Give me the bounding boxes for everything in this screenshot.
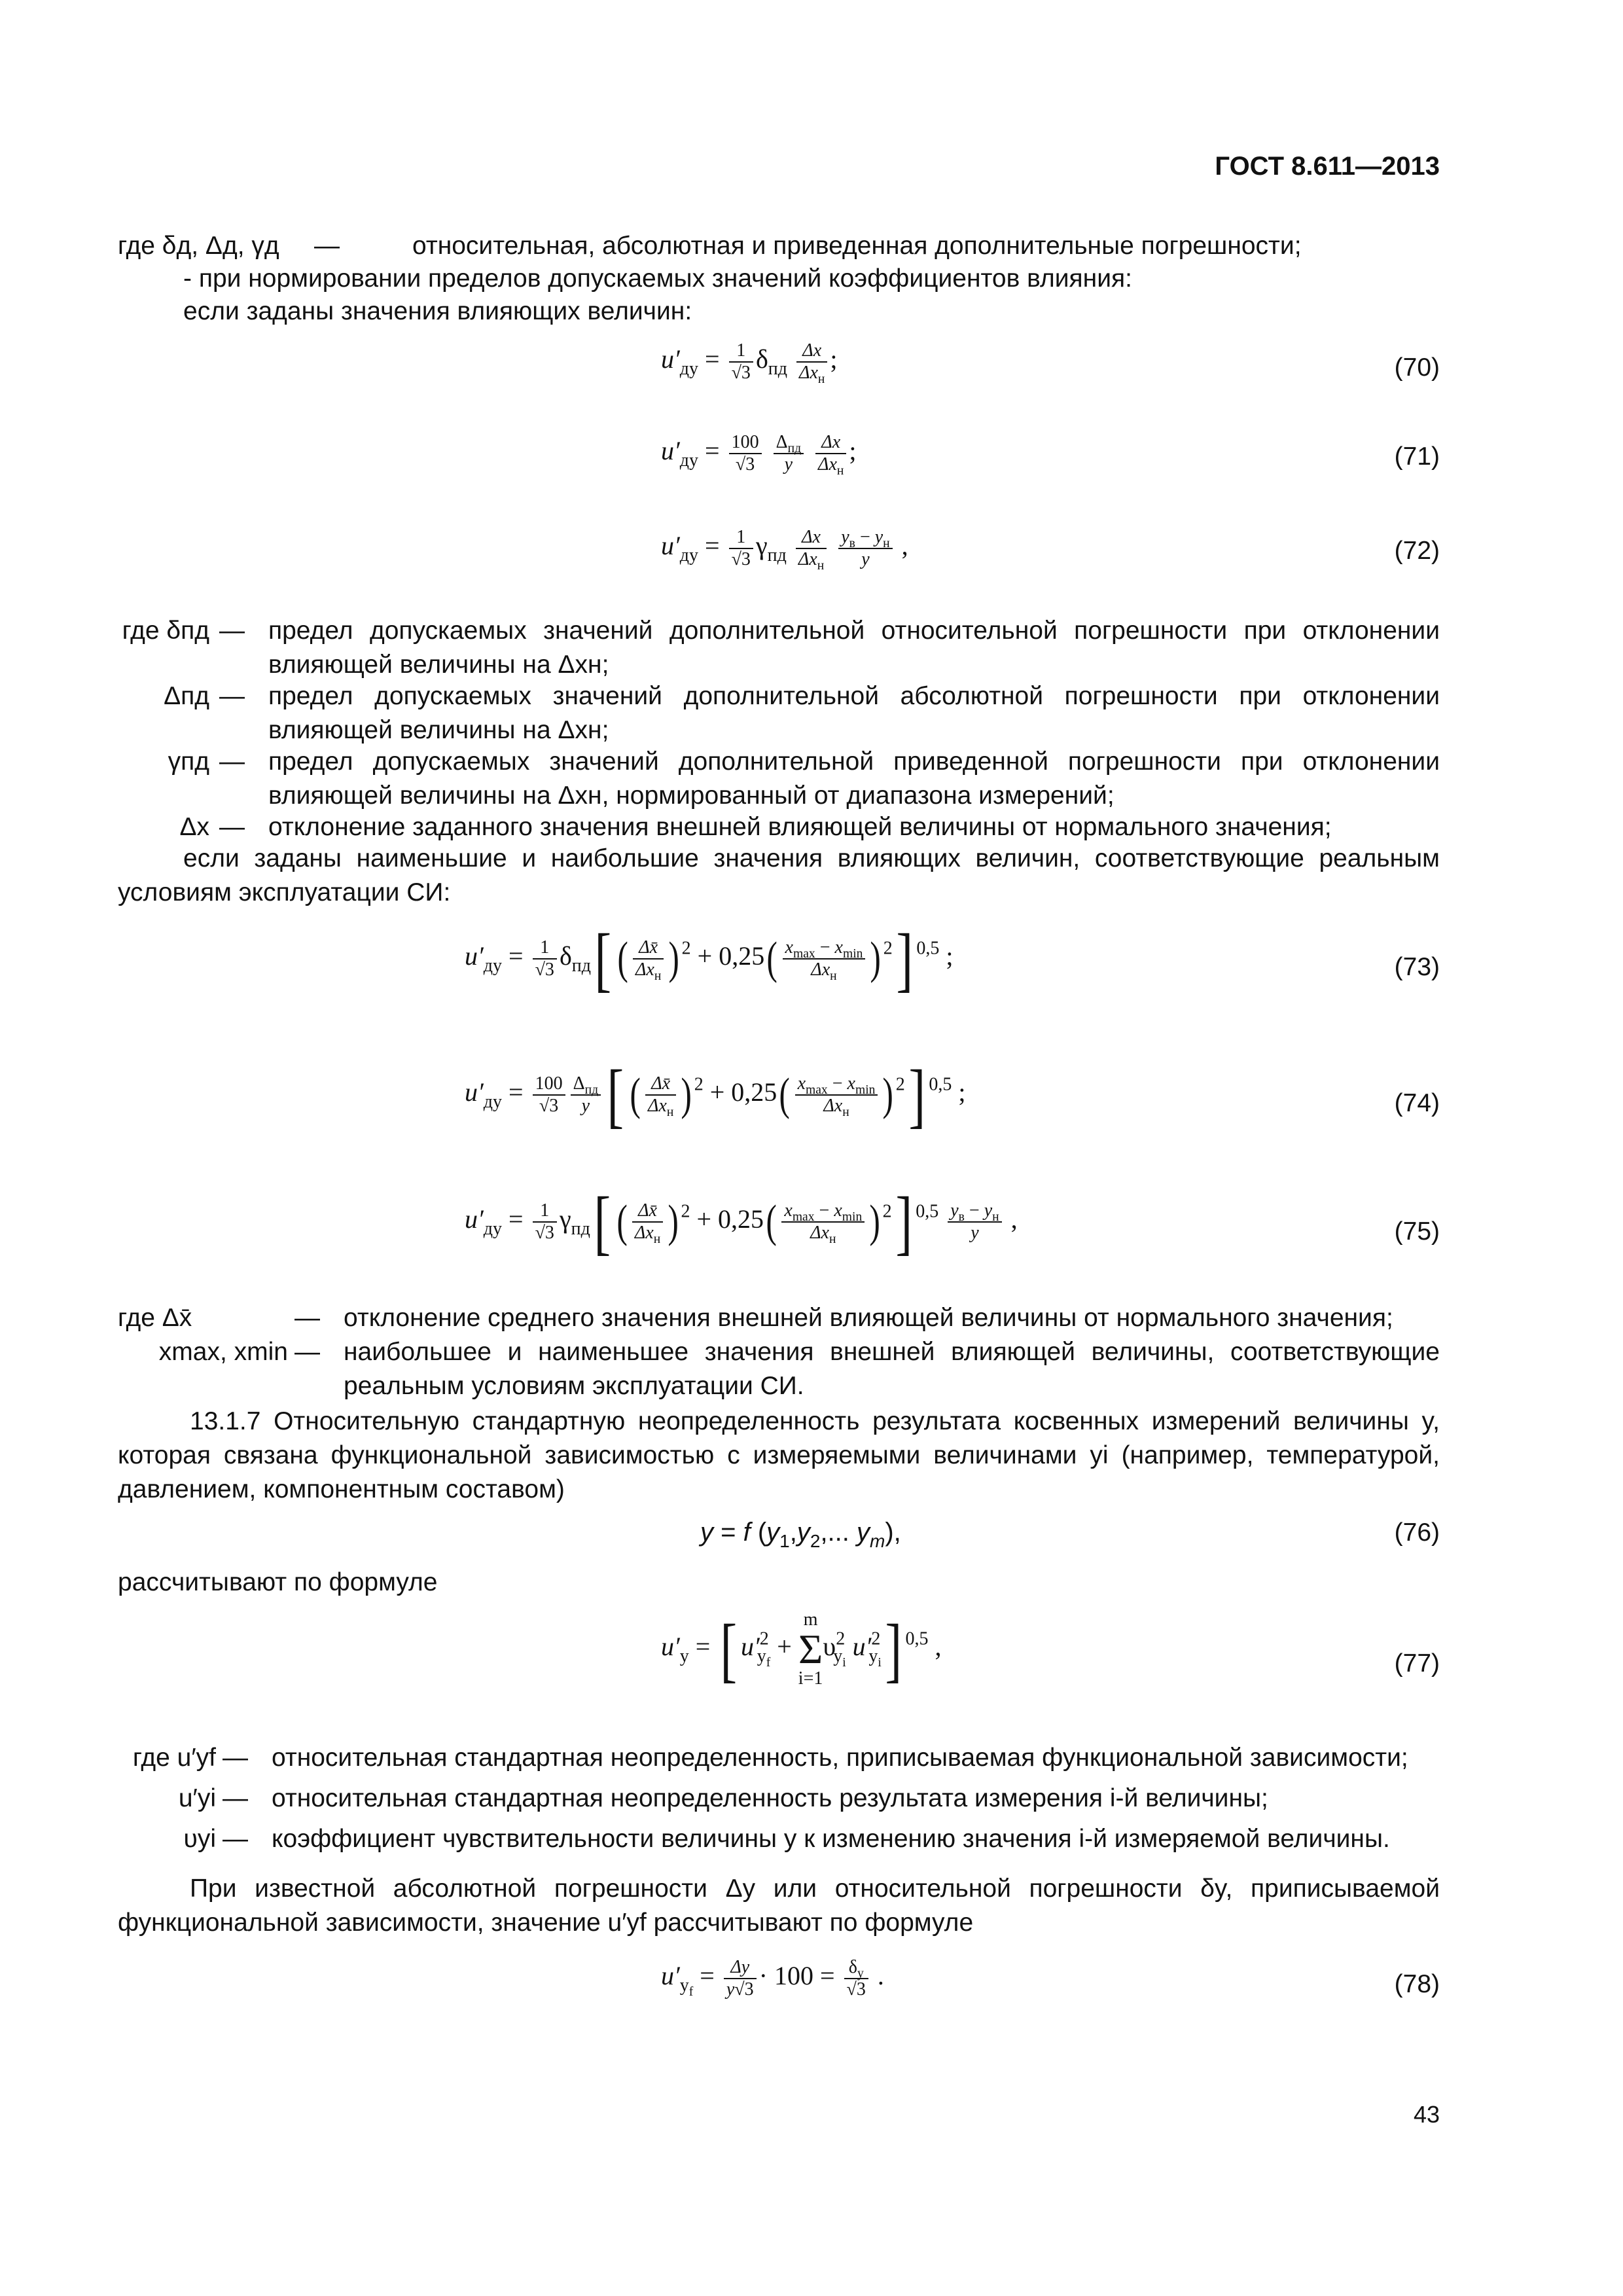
intro-dash: — xyxy=(314,232,340,260)
equation-number-77: (77) xyxy=(1394,1649,1440,1677)
equation-number-75: (75) xyxy=(1394,1217,1440,1246)
def-description: относительная стандартная неопределенность результата измерения i-й величины; xyxy=(272,1784,1268,1812)
def-symbol: где u′yf xyxy=(132,1744,216,1772)
equation-number-72: (72) xyxy=(1394,537,1440,565)
def-symbol: Δx xyxy=(179,813,209,841)
formula-71: $u'_{ду}$ = $\frac{100}{√3}$ $\Delta_{пд}$ y Δx $\Delta x_н$ ; xyxy=(661,432,857,478)
def-dash: — xyxy=(219,682,245,710)
equation-number-76: (76) xyxy=(1394,1518,1440,1547)
paragraph-last: При известной абсолютной погрешности Δy или относительной погрешности δy, приписываемой функциональной зависимости, значение u′yf рассчитывают по формуле xyxy=(118,1874,1440,1937)
document-header: ГОСТ 8.611—2013 xyxy=(1215,152,1440,181)
def-dash: — xyxy=(223,1784,248,1812)
equation-number-73: (73) xyxy=(1394,953,1440,981)
formula-77: $u'_y$ = [ $u'^2_{y_f}$ + m Σ i=1 $\upsilon^2_{y_i}$ $u'^2_{y_i}$] $^{0,5}$ , xyxy=(661,1609,942,1689)
def-description: предел допускаемых значений дополнительной приведенной погрешности при отклонении влияющей величины на Δxн, нормированный от диапазона измерений; xyxy=(268,747,1440,810)
def-symbol: где Δx̄ xyxy=(118,1304,192,1332)
paragraph-min-max: если заданы наименьшие и наибольшие значения влияющих величин, соответствующие реальным условиям эксплуатации СИ: xyxy=(118,844,1440,906)
formula-75: $u'_{ду}$ = $\frac{1}{√3}$ $\gamma_{пд}$[ ( Δx̄ $\Delta x_н$ ) $^2$ + 0,25( $x_{max} - x_{min}$ $\Delta x_н$ ) $^2$] $^{0,5}$ $y_в - y_н$ y , xyxy=(465,1182,1018,1262)
def-description: отклонение среднего значения внешней влияющей величины от нормального значения; xyxy=(344,1304,1393,1332)
def-dash: — xyxy=(219,813,245,841)
intro-line-3: если заданы значения влияющих величин: xyxy=(183,297,692,325)
formula-72: $u'_{ду}$ = $\frac{1}{√3}$ $\gamma_{пд}$ Δx $\Delta x_н$ $y_в - y_н$ y , xyxy=(661,527,908,573)
page-number: 43 xyxy=(1413,2101,1440,2128)
intro-symbols: где δд, Δд, γд xyxy=(118,232,279,260)
def-symbol: γпд xyxy=(168,747,209,776)
formula-73: $u'_{ду}$ = $\frac{1}{√3}$ $\delta_{пд}$[ ( Δx̄ $\Delta x_н$ ) $^2$ + 0,25( $x_{max} - x_{min}$ $\Delta x_н$ ) $^2$] $^{0,5}$ ; xyxy=(465,919,954,999)
definitions-list-2 xyxy=(118,1301,1440,1406)
def-description: предел допускаемых значений дополнительной относительной погрешности при отклонении влияющей величины на Δxн; xyxy=(268,617,1440,679)
def-dash: — xyxy=(223,1744,248,1772)
def-description: коэффициент чувствительности величины y к изменению значения i-й измеряемой величины. xyxy=(272,1825,1390,1853)
def-dash: — xyxy=(219,617,245,645)
def-symbol: u′yi xyxy=(178,1784,216,1812)
def-symbol: Δпд xyxy=(164,682,209,710)
def-dash: — xyxy=(294,1338,320,1366)
paragraph-13-1-7: 13.1.7 Относительную стандартную неопределенность результата косвенных измерений величины y, которая связана функциональной зависимостью с измеряемыми величинами yi (например, температурой, давлением, компонентным составом) xyxy=(118,1407,1440,1503)
intro-line-2: - при нормировании пределов допускаемых значений коэффициентов влияния: xyxy=(183,264,1132,293)
equation-number-70: (70) xyxy=(1394,353,1440,382)
def-description: предел допускаемых значений дополнительной абсолютной погрешности при отклонении влияющей величины на Δxн; xyxy=(268,682,1440,744)
equation-number-78: (78) xyxy=(1394,1970,1440,1998)
def-description: наибольшее и наименьшее значения внешней влияющей величины, соответствующие реальным условиям эксплуатации СИ. xyxy=(344,1338,1440,1400)
def-symbol: где δпд xyxy=(122,617,209,645)
formula-70: $u'_{ду}$ = $\frac{1}{√3}$ $\delta_{пд}$ Δx $\Delta x_н$ ; xyxy=(661,340,838,386)
def-symbol: xmax, xmin xyxy=(158,1338,288,1366)
paragraph-formula: рассчитывают по формуле xyxy=(118,1568,438,1596)
formula-76: y = f ($y_1,y_2$,... $y_m$), xyxy=(700,1518,901,1551)
equation-number-71: (71) xyxy=(1394,442,1440,471)
equation-number-74: (74) xyxy=(1394,1089,1440,1117)
formula-74: $u'_{ду}$ = $\frac{100}{√3}$ $\Delta_{пд}$ y [ ( Δx̄ $\Delta x_н$ ) $^2$ + 0,25( $x_{max} - x_{min}$ $\Delta x_н$ ) $^2$] $^{0,5}$ ; xyxy=(465,1055,966,1135)
def-dash: — xyxy=(294,1304,320,1332)
definitions-list-3 xyxy=(118,1741,1440,1872)
def-dash: — xyxy=(223,1825,248,1853)
formula-78: $u'_{y_f}$ = $\frac{\Delta y}{y√3}$ · 100 = $\frac{\delta_y}{√3}$ . xyxy=(661,1957,884,2000)
intro-description: относительная, абсолютная и приведенная дополнительные погрешности; xyxy=(412,232,1302,260)
def-symbol: υyi xyxy=(183,1825,216,1853)
def-dash: — xyxy=(219,747,245,776)
def-description: относительная стандартная неопределенность, приписываемая функциональной зависимости; xyxy=(272,1744,1408,1772)
def-description: отклонение заданного значения внешней влияющей величины от нормального значения; xyxy=(268,813,1332,841)
